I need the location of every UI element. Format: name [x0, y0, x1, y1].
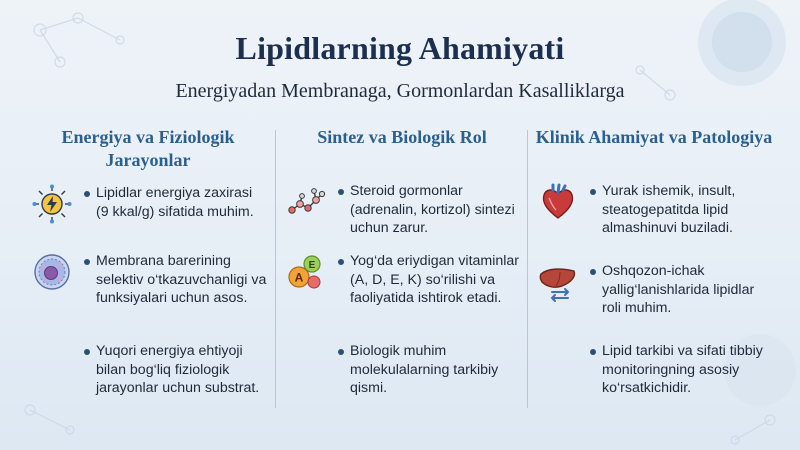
heart-icon: [538, 182, 578, 222]
lightning-energy-icon: [32, 184, 72, 224]
item-text: Lipidlar energiya zaxirasi (9 kkal/g) sifatida muhim.: [96, 185, 254, 220]
bullet: [84, 191, 90, 197]
bullet: [338, 259, 344, 265]
vitamin-e-letter: E: [308, 260, 316, 271]
bullet: [84, 259, 90, 265]
bullet: [590, 349, 596, 355]
bullet: [590, 189, 596, 195]
column-heading: Klinik Ahamiyat va Patologiya: [535, 127, 773, 147]
bullet: [338, 189, 344, 195]
item-text: Biologik muhim molekulalarning tarkibiy qismi.: [350, 343, 499, 396]
liver-icon: [538, 262, 578, 302]
column-divider: [275, 130, 276, 408]
column-energy: [28, 126, 268, 416]
column-synthesis: [282, 126, 522, 416]
item-text: Yuqori energiya ehtiyoji bilan bog‘liq fiziologik jarayonlar uchun substrat.: [96, 343, 260, 396]
vitamins-icon: [286, 252, 326, 292]
item-text: Yurak ishemik, insult, steatogepatitda lipid almashinuvi buziladi.: [602, 183, 736, 236]
column-divider: [527, 130, 528, 408]
item-text: Steroid gormonlar (adrenalin, kortizol) sintezi uchun zarur.: [350, 183, 515, 236]
cell-membrane-icon: [32, 252, 72, 292]
page-title: Lipidlarning Ahamiyati: [235, 30, 565, 66]
column-clinical: [534, 126, 774, 416]
item-text: Oshqozon-ichak yallig‘lanishlarida lipidlar roli muhim.: [602, 263, 755, 316]
bullet: [84, 349, 90, 355]
molecule-chain-icon: [286, 182, 326, 222]
bullet: [338, 349, 344, 355]
vitamin-a-letter: A: [294, 270, 304, 285]
item-text: Membrana barerining selektiv o‘tkazuvchanligi va funksiyalari uchun asos.: [96, 253, 267, 306]
column-heading: Sintez va Biologik Rol: [317, 127, 487, 147]
page-subtitle: Energiyadan Membranaga, Gormonlardan Kasalliklarga: [175, 80, 625, 102]
bullet: [590, 269, 596, 275]
item-text: Lipid tarkibi va sifati tibbiy monitoringning asosiy ko‘rsatkichidir.: [602, 343, 763, 396]
column-heading: Energiya va Fiziologik Jarayonlar: [61, 127, 235, 170]
item-text: Yog‘da eriydigan vitaminlar (A, D, E, K) so‘rilishi va faoliyatida ishtirok etadi.: [350, 253, 520, 306]
